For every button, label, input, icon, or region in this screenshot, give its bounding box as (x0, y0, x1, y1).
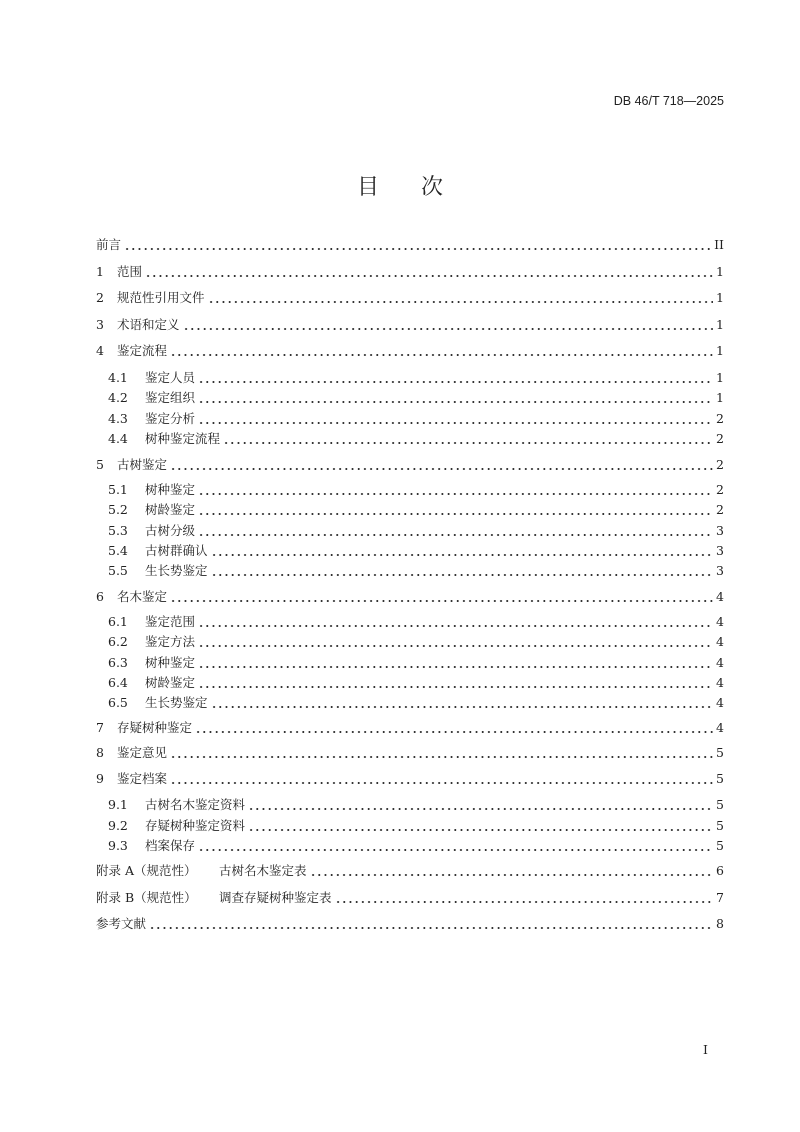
toc-entry[interactable] (96, 455, 724, 473)
toc-entry-number: 5.5 (108, 562, 128, 578)
toc-entry-number: 1 (96, 263, 104, 279)
toc-entry-page: 4 (716, 633, 724, 649)
dot-leader (198, 632, 713, 650)
toc-entry[interactable] (108, 480, 724, 498)
toc-entry-page: 4 (716, 654, 724, 670)
dot-leader (198, 612, 713, 630)
toc-entry-page: 4 (716, 588, 724, 604)
toc-entry-label: 存疑树种鉴定资料 (145, 818, 246, 833)
toc-entry-page: 4 (716, 719, 724, 735)
toc-entry-number: 5.4 (108, 542, 128, 558)
toc-entry-label: 调查存疑树种鉴定表 (219, 890, 332, 905)
dot-leader (124, 235, 711, 253)
toc-entry-label: 古树名木鉴定表 (219, 863, 307, 878)
toc-entry-label: 树种鉴定 (145, 482, 196, 497)
toc-entry-label: 树龄鉴定 (145, 502, 196, 517)
toc-entry-page: 6 (716, 862, 724, 878)
dot-leader (198, 836, 713, 854)
dot-leader (170, 769, 713, 787)
toc-entry-page: 1 (716, 389, 724, 405)
toc-entry-number: 6.5 (108, 694, 128, 710)
document-id: DB 46/T 718—2025 (613, 94, 724, 108)
toc-entry[interactable] (108, 561, 724, 579)
dot-leader (170, 743, 713, 761)
toc-entry[interactable] (108, 795, 724, 813)
toc-entry-page: 5 (716, 837, 724, 853)
toc-entry-page: 3 (716, 522, 724, 538)
toc-entry[interactable] (108, 816, 724, 834)
dot-leader (211, 693, 713, 711)
toc-entry[interactable] (96, 914, 724, 932)
dot-leader (198, 388, 713, 406)
dot-leader (183, 315, 713, 333)
toc-entry-page: 4 (716, 613, 724, 629)
dot-leader (211, 561, 713, 579)
toc-entry[interactable] (108, 632, 724, 650)
toc-entry-label: 存疑树种鉴定 (117, 720, 193, 735)
toc-entry-label: 鉴定分析 (145, 411, 196, 426)
toc-entry[interactable] (96, 769, 724, 787)
dot-leader (170, 341, 713, 359)
toc-entry-number: 6.4 (108, 674, 128, 690)
toc-entry[interactable] (108, 429, 724, 447)
toc-entry-label: 树种鉴定流程 (145, 431, 221, 446)
toc-entry[interactable] (108, 500, 724, 518)
toc-entry-number: 2 (96, 289, 104, 305)
toc-entry-label: 生长势鉴定 (145, 695, 208, 710)
dot-leader (335, 888, 713, 906)
page-number: I (703, 1042, 708, 1057)
dot-leader (198, 673, 713, 691)
toc-entry[interactable] (108, 653, 724, 671)
toc-entry[interactable] (108, 673, 724, 691)
toc-entry-page: 2 (716, 430, 724, 446)
dot-leader (248, 816, 713, 834)
toc-entry-page: 1 (716, 289, 724, 305)
dot-leader (198, 368, 713, 386)
toc-entry-number: 9.1 (108, 796, 128, 812)
toc-entry-label: 古树名木鉴定资料 (145, 797, 246, 812)
toc-entry-number: 4.1 (108, 369, 128, 385)
toc-entry[interactable] (108, 693, 724, 711)
toc-entry[interactable] (96, 315, 724, 333)
dot-leader (208, 288, 713, 306)
toc-entry[interactable] (96, 718, 724, 736)
toc-entry-label: 古树分级 (145, 523, 196, 538)
toc-entry[interactable] (108, 409, 724, 427)
toc-entry[interactable] (96, 288, 724, 306)
toc-entry-number: 5.2 (108, 501, 128, 517)
title-char-2: 次 (421, 175, 444, 200)
dot-leader (310, 861, 713, 879)
toc-entry-page: 3 (716, 562, 724, 578)
toc-entry-number: 9 (96, 770, 104, 786)
toc-entry[interactable] (108, 521, 724, 539)
toc-entry-page: 5 (716, 796, 724, 812)
toc-entry-label: 术语和定义 (117, 317, 180, 332)
dot-leader (145, 262, 713, 280)
toc-entry-label: 鉴定范围 (145, 614, 196, 629)
toc-entry-number: 5 (96, 456, 104, 472)
toc-entry-number: 5.3 (108, 522, 128, 538)
toc-entry-page: 1 (716, 369, 724, 385)
toc-entry-page: 1 (716, 316, 724, 332)
toc-entry-number: 附录 B（规范性） (96, 890, 197, 905)
toc-entry-label: 树龄鉴定 (145, 675, 196, 690)
toc-entry-number: 8 (96, 744, 104, 760)
toc-entry[interactable] (96, 587, 724, 605)
dot-leader (198, 500, 713, 518)
toc-entry[interactable] (96, 235, 724, 253)
dot-leader (170, 587, 713, 605)
toc-entry-page: 5 (716, 744, 724, 760)
toc-entry-label: 前言 (96, 237, 122, 252)
toc-entry-number: 9.2 (108, 817, 128, 833)
toc-entry-page: 1 (716, 263, 724, 279)
toc-entry-page: 5 (716, 817, 724, 833)
toc-entry-label: 档案保存 (145, 838, 196, 853)
dot-leader (198, 480, 713, 498)
toc-entry[interactable] (108, 541, 724, 559)
dot-leader (248, 795, 713, 813)
toc-entry-page: 2 (716, 481, 724, 497)
toc-entry-number: 6 (96, 588, 104, 604)
title-char-1: 目 (356, 175, 379, 200)
toc-entry-page: 2 (716, 410, 724, 426)
dot-leader (170, 455, 713, 473)
toc-entry-number: 5.1 (108, 481, 128, 497)
toc-entry-number: 4.3 (108, 410, 128, 426)
toc-entry-page: 8 (716, 915, 724, 931)
dot-leader (198, 521, 713, 539)
toc-entry-page: II (714, 236, 724, 252)
toc-entry-page: 4 (716, 694, 724, 710)
toc-entry-number: 6.2 (108, 633, 128, 649)
toc-entry-label: 生长势鉴定 (145, 563, 208, 578)
toc-entry[interactable] (96, 341, 724, 359)
toc-entry-page: 3 (716, 542, 724, 558)
toc-entry-label: 范围 (117, 264, 143, 279)
page-title (0, 170, 800, 201)
dot-leader (149, 914, 713, 932)
dot-leader (223, 429, 713, 447)
toc-entry-label: 参考文献 (96, 916, 147, 931)
dot-leader (195, 718, 713, 736)
toc-entry-label: 名木鉴定 (117, 589, 168, 604)
toc-entry-number: 4 (96, 342, 104, 358)
toc-entry-page: 4 (716, 674, 724, 690)
toc-entry-page: 7 (716, 889, 724, 905)
dot-leader (198, 653, 713, 671)
toc-entry-label: 鉴定人员 (145, 370, 196, 385)
toc-entry[interactable] (96, 262, 724, 280)
toc-entry[interactable] (108, 836, 724, 854)
toc-entry[interactable] (108, 388, 724, 406)
dot-leader (198, 409, 713, 427)
toc-entry-label: 古树鉴定 (117, 457, 168, 472)
toc-entry-label: 鉴定意见 (117, 745, 168, 760)
toc-entry-page: 2 (716, 456, 724, 472)
toc-entry-number: 4.4 (108, 430, 128, 446)
toc-entry-label: 古树群确认 (145, 543, 208, 558)
toc-entry-number: 7 (96, 719, 104, 735)
dot-leader (211, 541, 713, 559)
toc-entry-page: 2 (716, 501, 724, 517)
toc-entry[interactable] (96, 888, 724, 906)
toc-entry[interactable] (96, 743, 724, 761)
toc-entry-label: 鉴定档案 (117, 771, 168, 786)
toc-entry[interactable] (108, 368, 724, 386)
toc-entry-number: 6.1 (108, 613, 128, 629)
toc-entry-number: 4.2 (108, 389, 128, 405)
toc-entry-label: 树种鉴定 (145, 655, 196, 670)
toc-entry-number: 9.3 (108, 837, 128, 853)
toc-entry-number: 3 (96, 316, 104, 332)
toc-entry-number: 6.3 (108, 654, 128, 670)
toc-entry[interactable] (108, 612, 724, 630)
toc-entry-label: 鉴定方法 (145, 634, 196, 649)
toc-entry-label: 鉴定组织 (145, 390, 196, 405)
toc-entry-page: 5 (716, 770, 724, 786)
toc-entry-number: 附录 A（规范性） (96, 863, 197, 878)
toc-entry-label: 鉴定流程 (117, 343, 168, 358)
toc-entry[interactable] (96, 861, 724, 879)
toc-entry-page: 1 (716, 342, 724, 358)
toc-entry-label: 规范性引用文件 (117, 290, 205, 305)
